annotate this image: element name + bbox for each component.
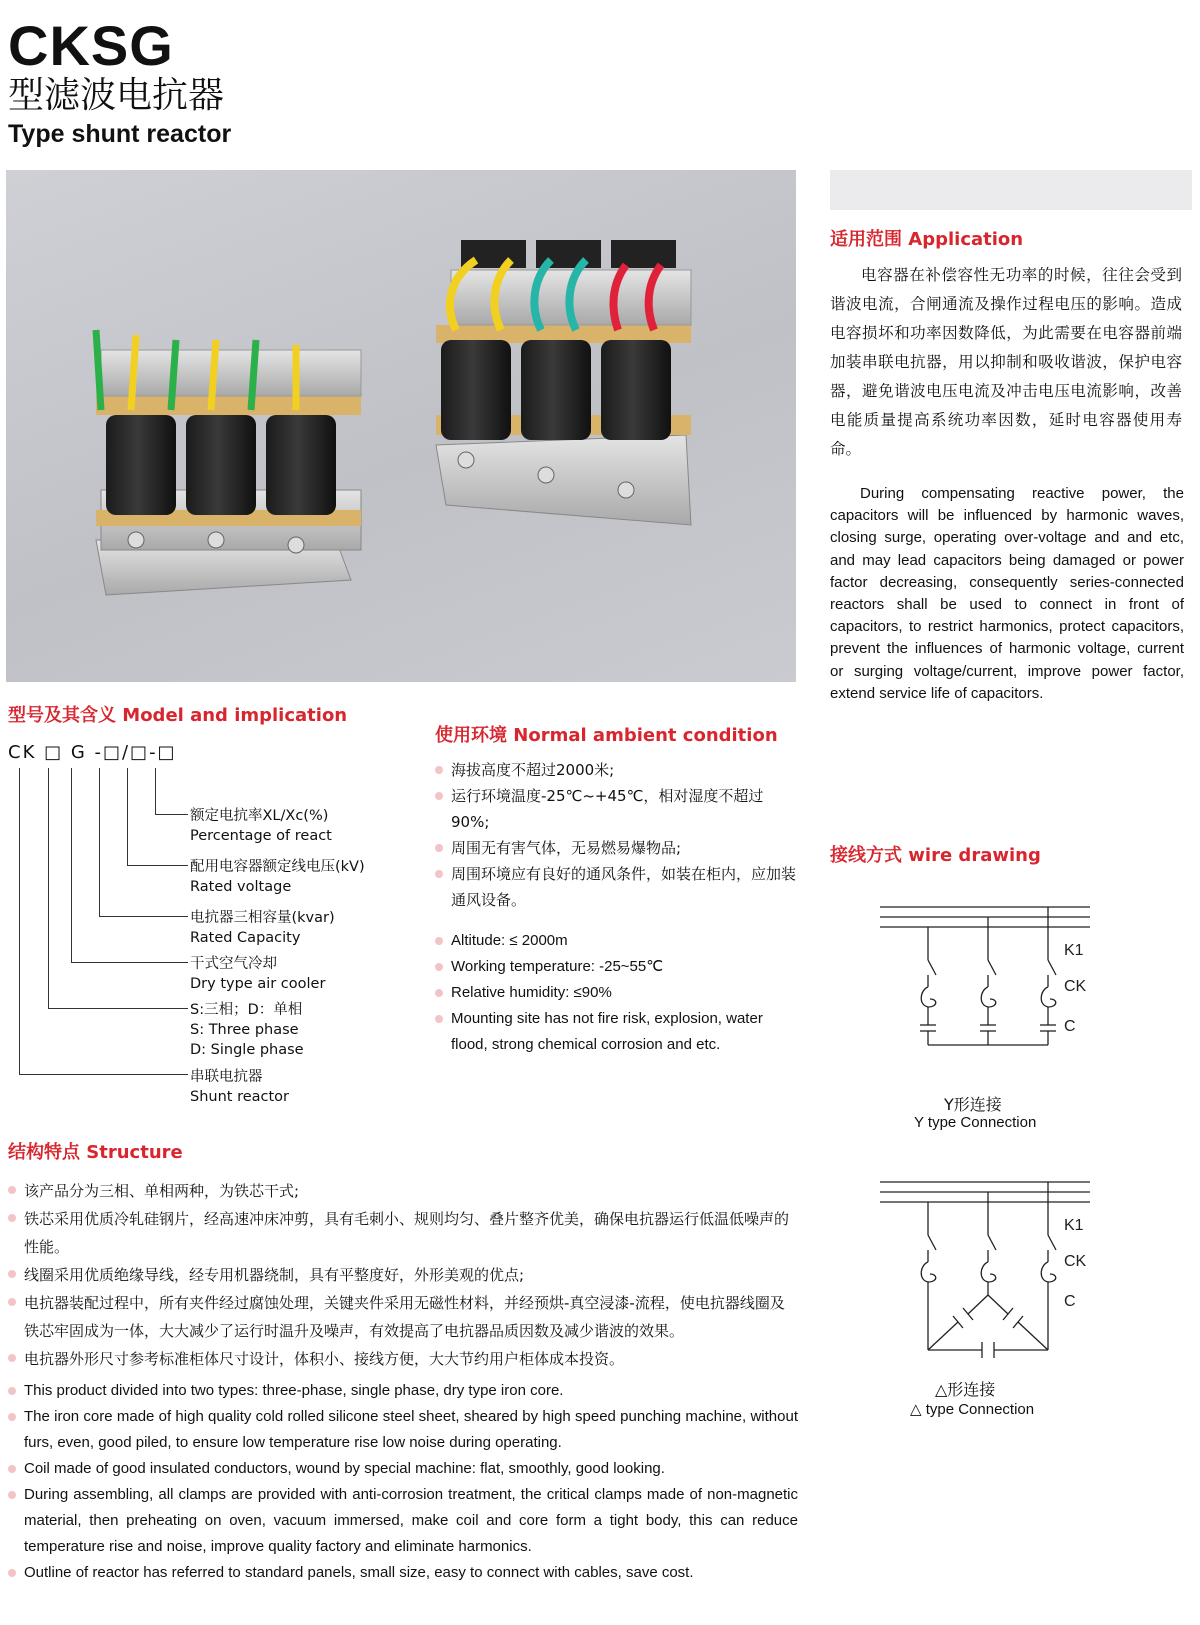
- structure-en-item: During assembling, all clamps are provided with anti-corrosion treatment, the critical clamps made of non-magnetic material, then preheating on oven, vacuum immersed, make coil and core form a tight body, this can reduce temperature rise and noise, improve quality factory and eliminate harmonics.: [8, 1482, 798, 1560]
- application-heading: 适用范围 Application: [830, 229, 1024, 250]
- ambient-cn-item: 运行环境温度-25℃~+45℃，相对湿度不超过90%;: [435, 783, 797, 835]
- structure-en-item: The iron core made of high quality cold rolled silicone steel sheet, sheared by high speed punching machine, without furs, even, good piled, to ensure low temperature rise low noise during operating.: [8, 1404, 798, 1456]
- model-title: CKSG: [8, 14, 174, 77]
- structure-list-cn: [8, 1177, 798, 1373]
- ambient-list-cn: [435, 757, 797, 913]
- title-english: Type shunt reactor: [8, 120, 232, 148]
- structure-cn-item: 铁芯采用优质冷轧硅钢片，经高速冲床冲剪，具有毛刺小、规则均匀、叠片整齐优美，确保电抗器运行低温低噪声的性能。: [8, 1205, 798, 1261]
- label-k1: K1: [1064, 1217, 1084, 1234]
- ambient-en-item: Mounting site has not fire risk, explosion, water flood, strong chemical corrosion and etc.: [435, 1006, 797, 1058]
- product-photo: [6, 170, 796, 682]
- ambient-en-item: Working temperature: -25~55℃: [435, 954, 797, 980]
- ambient-list-en: [435, 928, 797, 1058]
- model-item-capacity: 电抗器三相容量(kvar) Rated Capacity: [190, 910, 335, 946]
- structure-cn-item: 线圈采用优质绝缘导线，经专用机器绕制，具有平整度好，外形美观的优点;: [8, 1261, 798, 1289]
- structure-heading: 结构特点 Structure: [8, 1142, 183, 1163]
- title-chinese: 型滤波电抗器: [8, 75, 225, 116]
- application-text-cn: 电容器在补偿容性无功率的时候，往往会受到谐波电流，合闸通流及操作过程电压的影响。造成电容损坏和功率因数降低，为此需要在电容器前端加装串联电抗器，用以抑制和吸收谐波，保护电容器，避免谐波电压电流及冲击电压电流影响，改善电能质量提高系统功率因数，延时电容器使用寿命。: [830, 266, 1182, 458]
- structure-en-item: Outline of reactor has referred to standard panels, small size, easy to connect with cables, save cost.: [8, 1560, 798, 1586]
- application-text-en: During compensating reactive power, the capacitors will be influenced by harmonic waves, closing surge, operating over-voltage and and etc, and may lead capacitors being damaged or power factor decreasing, consequently series-connected reactors shall be used to connect in front of capacitors, to restrict harmonics, protect capacitors, prevent the influences of harmonic voltage, current or surging voltage/current, improve power factor, extend service life of capacitors.: [830, 485, 1184, 702]
- structure-cn-item: 电抗器外形尺寸参考标准柜体尺寸设计，体积小、接线方便，大大节约用户柜体成本投资。: [8, 1345, 798, 1373]
- ambient-en-item: Relative humidity: ≤90%: [435, 980, 797, 1006]
- wiring-heading: 接线方式 wire drawing: [830, 845, 1041, 866]
- model-item-voltage: 配用电容器额定线电压(kV) Rated voltage: [190, 859, 365, 895]
- ambient-cn-item: 海拔高度不超过2000米;: [435, 757, 797, 783]
- structure-en-item: Coil made of good insulated conductors, wound by special machine: flat, smoothly, good looking.: [8, 1456, 798, 1482]
- structure-cn-item: 该产品分为三相、单相两种，为铁芯干式;: [8, 1177, 798, 1205]
- model-code: CK □ G -□/□-□: [8, 742, 177, 763]
- label-ck: CK: [1064, 1253, 1087, 1270]
- ambient-heading: 使用环境 Normal ambient condition: [435, 725, 778, 746]
- ambient-cn-item: 周围环境应有良好的通风条件，如装在柜内，应加装通风设备。: [435, 861, 797, 913]
- model-item-react: 额定电抗率XL/Xc(%) Percentage of react: [190, 808, 332, 844]
- label-c: C: [1064, 1018, 1076, 1035]
- model-item-phase: S:三相；D：单相 S: Three phase D: Single phase: [190, 1002, 304, 1058]
- label-c: C: [1064, 1293, 1076, 1310]
- model-heading: 型号及其含义 Model and implication: [8, 705, 348, 726]
- delta-caption-cn: △形连接: [935, 1380, 996, 1399]
- y-caption-cn: Y形连接: [944, 1095, 1002, 1114]
- structure-cn-item: 电抗器装配过程中，所有夹件经过腐蚀处理，关键夹件采用无磁性材料，并经预烘-真空浸漆-流程，使电抗器线圈及铁芯牢固成为一体，大大减少了运行时温升及噪声，有效提高了电抗器品质因数及减少谐波的效果。: [8, 1289, 798, 1345]
- delta-connection-diagram: [870, 1170, 1100, 1370]
- reactor-illustration: [6, 170, 796, 682]
- header-bar: [830, 170, 1192, 210]
- ambient-cn-item: 周围无有害气体，无易燃易爆物品;: [435, 835, 797, 861]
- reactor-three-phase-left: [96, 330, 361, 595]
- label-k1: K1: [1064, 942, 1084, 959]
- delta-caption-en: △ type Connection: [910, 1401, 1035, 1418]
- reactor-three-phase-right: [436, 240, 691, 525]
- model-item-cooler: 干式空气冷却 Dry type air cooler: [190, 956, 326, 992]
- model-item-shunt: 串联电抗器 Shunt reactor: [190, 1069, 290, 1105]
- structure-en-item: This product divided into two types: three-phase, single phase, dry type iron core.: [8, 1378, 798, 1404]
- structure-list-en: [8, 1378, 798, 1586]
- ambient-en-item: Altitude: ≤ 2000m: [435, 928, 797, 954]
- label-ck: CK: [1064, 978, 1087, 995]
- y-caption-en: Y type Connection: [914, 1114, 1037, 1131]
